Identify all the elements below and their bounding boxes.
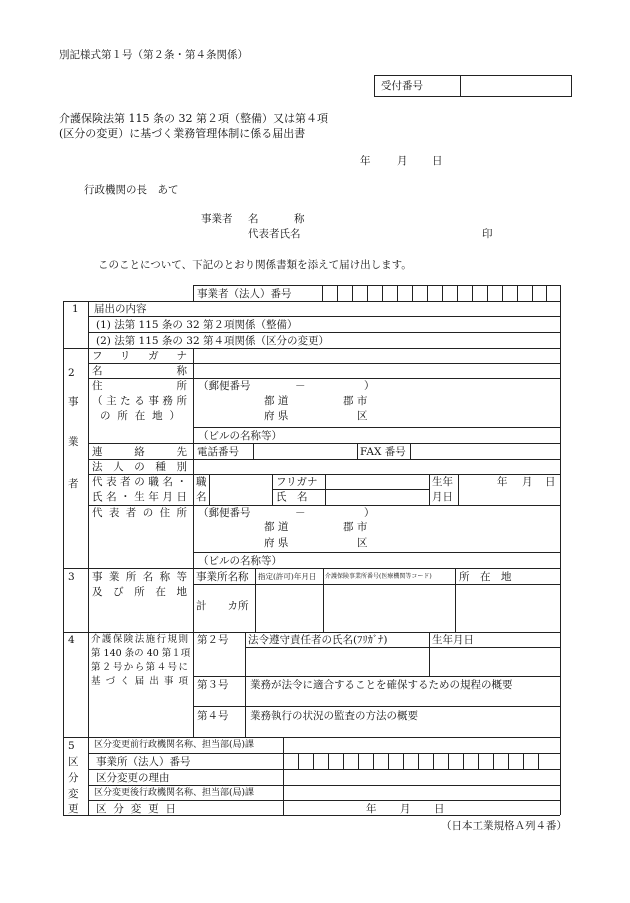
office-number-header: 介護保険事業所番号(医療機関等コード) [325, 573, 432, 580]
receipt-number-field[interactable] [462, 77, 570, 95]
item2-label: 第２号 [197, 634, 229, 646]
corp-number-label: 事業者（法人）番号 [197, 288, 292, 300]
section3-label-2: 及び所在地 [92, 586, 187, 598]
change-year-label: 年 [366, 803, 377, 815]
section5-vertical-4: 更 [68, 803, 79, 815]
section4-label-3: 第２号から第４号に [91, 662, 188, 673]
document-title-line1: 介護保険法第 115 条の 32 第２項（整備）又は第４項 [59, 112, 328, 125]
change-reason-label: 区分変更の理由 [96, 772, 170, 784]
date-month-label: 月 [397, 155, 408, 167]
rep-prefecture-label-1: 都 道 [264, 521, 289, 533]
document-title-line2: (区分の変更）に基づく業務管理体制に係る届出書 [59, 127, 306, 140]
section4-label-1: 介護保険法施行規則 [91, 634, 188, 645]
rep-ward-label: 区 [357, 537, 368, 549]
birth-label-2: 月日 [432, 491, 453, 503]
section2-vertical-2: 業 [68, 436, 79, 448]
address-sub-label-1: （主たる事務所 [92, 395, 187, 407]
business-name-label-2: 称 [294, 213, 305, 225]
section1-option-1[interactable]: (1) 法第 115 条の 32 第２項関係（整備） [96, 319, 298, 331]
section3-label-1: 事業所名称等 [92, 571, 187, 583]
position-label-1: 職 [196, 476, 207, 488]
rep-building-label: （ビルの名称等） [198, 555, 282, 567]
form-number: 別記様式第１号（第２条・第４条関係） [59, 49, 248, 61]
addressee: 行政機関の長 あて [84, 184, 179, 196]
corp-number-field[interactable] [323, 286, 560, 300]
section5-vertical-2: 分 [68, 772, 79, 784]
representative-label: 代表者氏名 [248, 228, 301, 240]
birth-day-label: 日 [545, 476, 556, 488]
section1-number: 1 [72, 303, 79, 315]
section1-title: 届出の内容 [94, 303, 147, 315]
rep-name-label: 氏 名 [276, 491, 308, 503]
ward-label: 区 [357, 410, 368, 422]
name-label: 名称 [92, 365, 187, 377]
contact-label: 連絡先 [92, 446, 187, 458]
rep-postal-close: ） [364, 507, 375, 519]
section5-vertical-1: 区 [68, 756, 79, 768]
section4-label-2: 第 140 条の 40 第１項 [91, 648, 191, 659]
section5-vertical-3: 変 [68, 788, 79, 800]
section4-number: 4 [68, 634, 75, 646]
paper-size-footer: （日本工業規格Ａ列４番） [441, 820, 567, 832]
rep-address-label: 代表者の住所 [92, 507, 187, 519]
office-number-label: 事業所（法人）番号 [96, 756, 191, 768]
city-label-1: 郡 市 [343, 395, 368, 407]
compliance-officer-label: 法令遵守責任者の氏名(ﾌﾘｶﾞﾅ) [248, 634, 388, 646]
receipt-label: 受付番号 [381, 80, 423, 92]
birth-year-label: 年 [497, 476, 508, 488]
rep-furigana-label: フリガナ [276, 476, 318, 488]
address-sub-label-2: の所在地） [100, 410, 180, 422]
address-label: 住所 [92, 380, 187, 392]
item4-label: 第４号 [197, 710, 229, 722]
postal-label: （郵便番号 [198, 380, 251, 392]
rep-title-label-1: 代表者の職名・ [92, 476, 187, 488]
section3-number: 3 [68, 571, 75, 583]
next-agency-label: 区分変更後行政機関名称、担当部(局)課 [94, 788, 255, 798]
birth-label-1: 生年 [432, 476, 453, 488]
furigana-label: フリガナ [92, 350, 187, 362]
section2-number: 2 [68, 367, 75, 379]
rep-postal-dash: － [295, 507, 306, 519]
rep-postal-label: （郵便番号 [198, 507, 251, 519]
section1-option-2[interactable]: (2) 法第 115 条の 32 第４項関係（区分の変更） [96, 335, 329, 347]
section5-number: 5 [68, 740, 75, 752]
fax-label: FAX 番号 [360, 446, 406, 458]
intro-text: このことについて、下記のとおり関係書類を添えて届け出します。 [98, 259, 412, 271]
officer-birthdate-label: 生年月日 [432, 634, 474, 646]
rep-city-label-1: 郡 市 [343, 521, 368, 533]
rep-title-label-2: 氏名・生年月日 [92, 491, 187, 503]
prefecture-label-2: 府 県 [264, 410, 289, 422]
prefecture-label-1: 都 道 [264, 395, 289, 407]
section2-vertical-3: 者 [68, 478, 79, 490]
change-day-label: 日 [434, 803, 445, 815]
section2-vertical-1: 事 [68, 396, 79, 408]
corp-type-label: 法人の種別 [92, 461, 187, 473]
location-header: 所 在 地 [459, 571, 512, 583]
office-name-header: 事業所名称 [196, 571, 249, 583]
prev-agency-label: 区分変更前行政機関名称、担当部(局)課 [94, 740, 255, 750]
date-day-label: 日 [432, 155, 443, 167]
phone-label: 電話番号 [197, 446, 239, 458]
postal-close: ） [364, 380, 375, 392]
item4-text: 業務執行の状況の監査の方法の概要 [250, 710, 418, 722]
seal-mark: 印 [482, 228, 493, 240]
building-label: （ビルの名称等） [198, 430, 282, 442]
item3-text: 業務が法令に適合することを確保するための規程の概要 [250, 679, 513, 691]
total-offices-label: 計 カ所 [196, 600, 249, 612]
date-year-label: 年 [360, 155, 371, 167]
business-name-label-1: 名 [248, 213, 259, 225]
change-date-label: 区分変更日 [96, 803, 176, 815]
item3-label: 第３号 [197, 679, 229, 691]
change-month-label: 月 [400, 803, 411, 815]
postal-dash: － [295, 380, 306, 392]
rep-prefecture-label-2: 府 県 [264, 537, 289, 549]
business-label: 事業者 [201, 213, 233, 225]
section4-label-4: 基づく届出事項 [91, 676, 188, 687]
birth-month-label: 月 [522, 476, 533, 488]
designation-date-header: 指定(許可)年月日 [258, 572, 317, 581]
position-label-2: 名 [196, 491, 207, 503]
